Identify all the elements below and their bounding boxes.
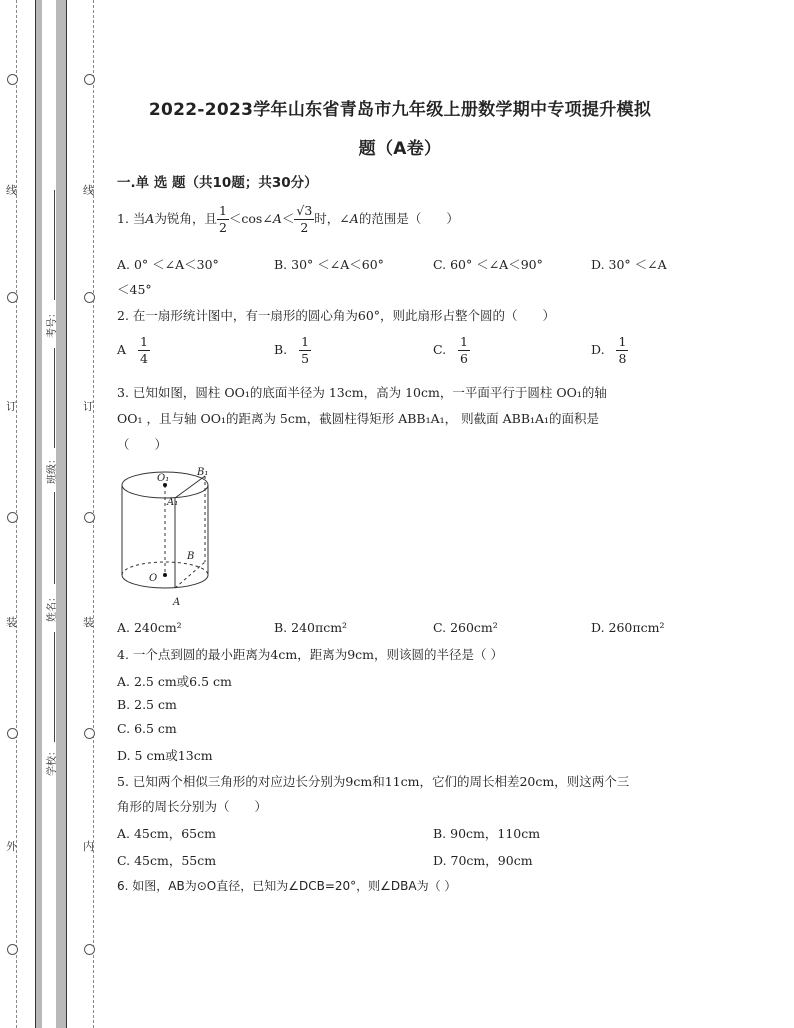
q1-mid1: 为锐角，且 xyxy=(154,211,217,226)
exam-number-label: 考号： xyxy=(47,308,58,338)
question-3-line1: 3. 已知如图，圆柱 OO₁的底面半径为 13cm，高为 10cm，一平面平行于圆柱 OO₁的轴 xyxy=(117,385,607,400)
q1-var: A xyxy=(272,211,282,226)
binding-hole xyxy=(7,728,18,739)
q1-mid3: ＜ xyxy=(281,211,295,226)
numerator: 1 xyxy=(139,334,148,349)
q1-var: A xyxy=(145,211,155,226)
inner-mark: 内 xyxy=(83,840,94,853)
q5-option-b[interactable]: B. 90cm，110cm xyxy=(433,826,541,841)
option-label: A xyxy=(117,342,127,357)
q1-fraction-1 xyxy=(217,205,229,234)
document-title-line2: 题（A卷） xyxy=(358,139,442,159)
school-label: 学校： xyxy=(47,746,58,776)
question-6: 6. 如图，AB为⊙O直径，已知为∠DCB=20°，则∠DBA为（ ） xyxy=(117,879,457,893)
q2-option-d[interactable] xyxy=(591,336,628,365)
question-4: 4. 一个点到圆的最小距离为4cm，距离为9cm，则该圆的半径是（ ） xyxy=(117,647,503,662)
denominator: 8 xyxy=(618,350,627,366)
q1-option-c[interactable]: C. 60° ＜∠A＜90° xyxy=(433,257,543,272)
denominator: 5 xyxy=(301,350,310,366)
section-heading: 一.单 选 题（共10题；共30分） xyxy=(117,175,318,191)
q1-prefix: 1. 当 xyxy=(117,211,146,226)
question-5-line1: 5. 已知两个相似三角形的对应边长分别为9cm和11cm，它们的周长相差20cm，则这两个三 xyxy=(117,774,630,789)
inner-mark: 线 xyxy=(83,184,94,197)
fig-label-O: O xyxy=(149,573,158,584)
name-label: 姓名： xyxy=(47,592,58,622)
q2-fraction-b xyxy=(299,336,311,365)
fig-label-A1: A₁ xyxy=(167,497,179,508)
q3-option-a[interactable]: A. 240cm² xyxy=(117,620,182,635)
q1-option-b[interactable]: B. 30° ＜∠A＜60° xyxy=(274,257,384,272)
binding-hole xyxy=(84,74,95,85)
q1-option-a[interactable]: A. 0° ＜∠A＜30° xyxy=(117,257,219,272)
numerator: 1 xyxy=(618,334,627,349)
q2-fraction-a xyxy=(138,336,150,365)
outer-mark: 外 xyxy=(6,840,17,853)
school-field[interactable] xyxy=(54,632,55,742)
q2-option-a[interactable] xyxy=(117,336,150,365)
class-field[interactable] xyxy=(54,348,55,448)
outer-mark: 装 xyxy=(6,616,17,629)
option-label: C. xyxy=(433,342,447,357)
inner-mark: 装 xyxy=(83,616,94,629)
q4-option-a[interactable]: A. 2.5 cm或6.5 cm xyxy=(117,674,232,689)
q1-var: A xyxy=(349,211,359,226)
numerator: √3 xyxy=(296,203,313,218)
denominator: 2 xyxy=(218,219,227,235)
q3-option-c[interactable]: C. 260cm² xyxy=(433,620,498,635)
binding-hole xyxy=(84,944,95,955)
question-1 xyxy=(117,205,459,234)
q5-option-a[interactable]: A. 45cm，65cm xyxy=(117,826,216,841)
numerator: 1 xyxy=(460,334,468,349)
fig-label-B: B xyxy=(187,551,195,562)
q4-option-b[interactable]: B. 2.5 cm xyxy=(117,697,177,712)
numerator: 1 xyxy=(301,334,310,349)
binding-hole xyxy=(7,944,18,955)
name-field[interactable] xyxy=(54,492,55,584)
q1-option-d-wrap: ＜45° xyxy=(117,282,152,297)
denominator: 2 xyxy=(300,219,309,235)
numerator: 1 xyxy=(218,203,227,218)
class-label: 班级： xyxy=(47,454,58,484)
outer-mark: 订 xyxy=(6,400,17,413)
q1-mid4: 时，∠ xyxy=(314,211,350,226)
denominator: 6 xyxy=(460,350,468,366)
denominator: 4 xyxy=(139,350,148,366)
inner-mark: 订 xyxy=(83,400,94,413)
binding-hole xyxy=(84,512,95,523)
q2-fraction-c xyxy=(458,336,470,365)
exam-number-field[interactable] xyxy=(54,190,55,300)
q2-option-c[interactable] xyxy=(433,336,470,365)
question-5-line2: 角形的周长分别为（ ） xyxy=(117,799,268,814)
q5-option-d[interactable]: D. 70cm，90cm xyxy=(433,853,533,868)
q2-option-b[interactable] xyxy=(274,336,311,365)
q1-fraction-2 xyxy=(294,205,314,234)
binding-hole xyxy=(7,292,18,303)
q5-option-c[interactable]: C. 45cm，55cm xyxy=(117,853,217,868)
document-title: 2022-2023学年山东省青岛市九年级上册数学期中专项提升模拟 xyxy=(148,100,652,120)
binding-hole xyxy=(84,728,95,739)
binding-hole xyxy=(7,74,18,85)
fig-label-O1: O₁ xyxy=(157,473,170,484)
q3-option-b[interactable]: B. 240πcm² xyxy=(274,620,348,635)
outer-mark: 线 xyxy=(6,184,17,197)
question-3-line3: （ ） xyxy=(117,437,168,452)
option-label: B. xyxy=(274,342,288,357)
fig-label-A: A xyxy=(173,597,181,608)
fig-label-B1: B₁ xyxy=(197,467,209,478)
q2-fraction-d xyxy=(616,336,628,365)
q4-option-c[interactable]: C. 6.5 cm xyxy=(117,721,177,736)
q1-mid2: ＜cos∠ xyxy=(228,211,273,226)
binding-hole xyxy=(7,512,18,523)
question-3-line2: OO₁ ，且与轴 OO₁的距离为 5cm，截圆柱得矩形 ABB₁A₁， 则截面 ABB₁A₁的面积是 xyxy=(117,411,600,426)
q4-option-d[interactable]: D. 5 cm或13cm xyxy=(117,748,213,763)
q1-suffix: 的范围是（ ） xyxy=(358,211,459,226)
option-label: D. xyxy=(591,342,605,357)
q3-option-d[interactable]: D. 260πcm² xyxy=(591,620,665,635)
cylinder-figure xyxy=(115,463,225,613)
binding-hole xyxy=(84,292,95,303)
question-2: 2. 在一扇形统计图中，有一扇形的圆心角为60°，则此扇形占整个圆的（ ） xyxy=(117,308,556,323)
q1-option-d[interactable]: D. 30° ＜∠A xyxy=(591,257,667,272)
